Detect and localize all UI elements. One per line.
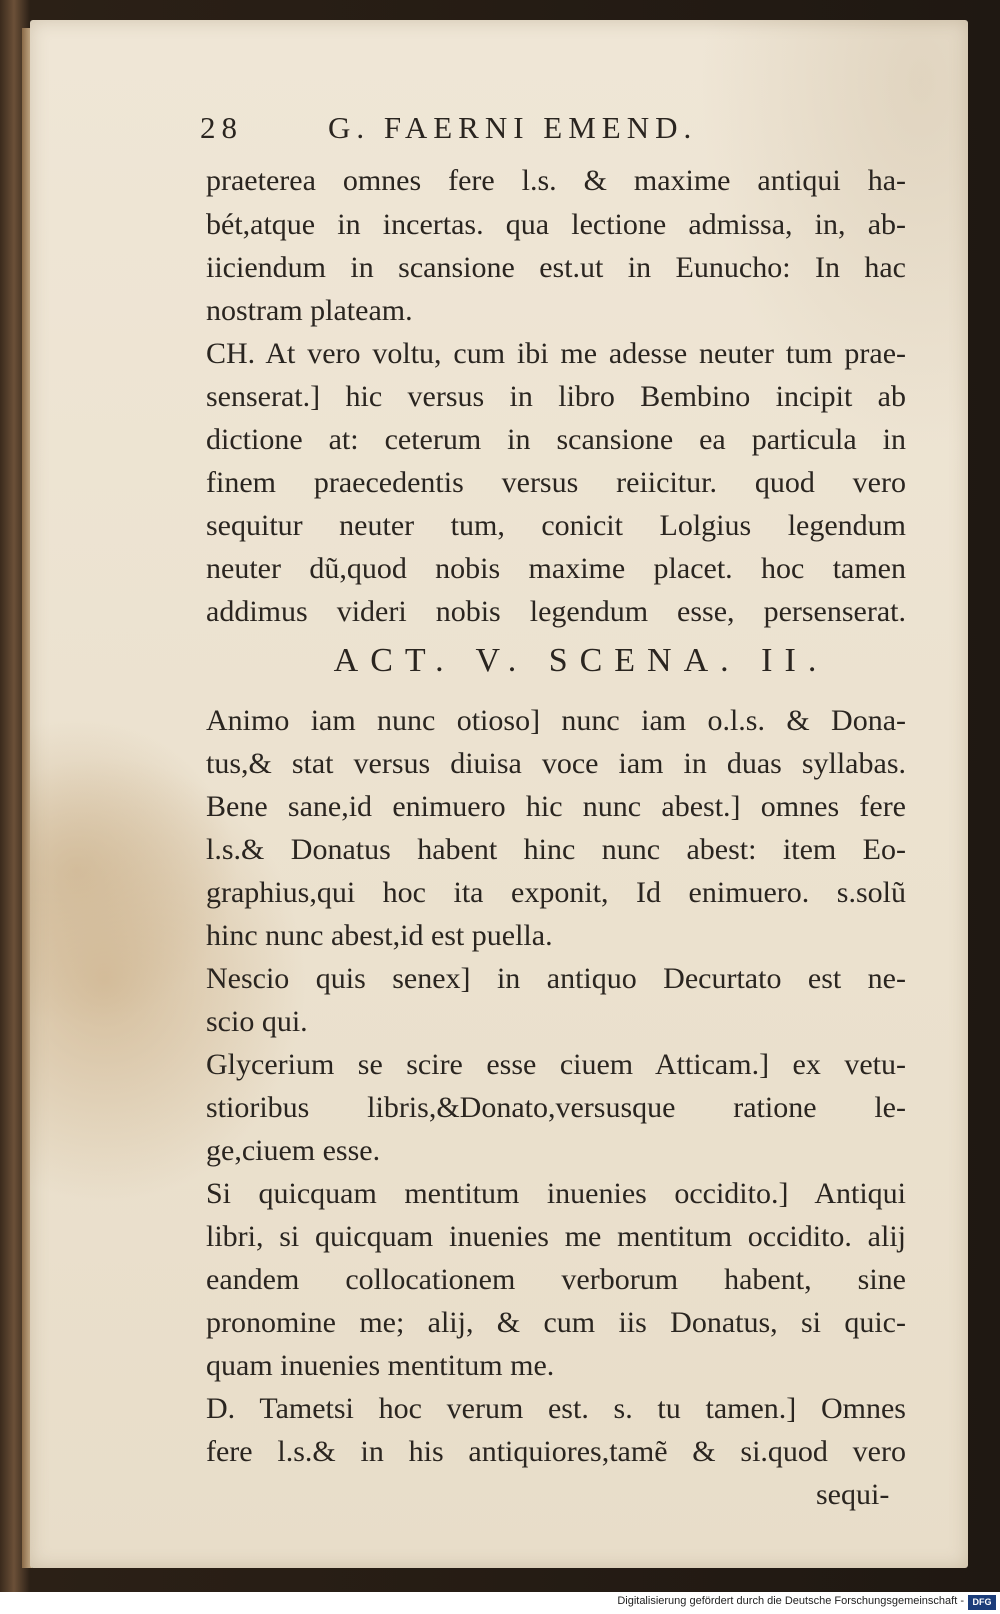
text-line: Si quicquam mentitum inuenies occidito.] Antiqui: [206, 1177, 906, 1210]
running-title: G. FAERNI EMEND.: [328, 110, 698, 145]
text-line: l.s.& Donatus habent hinc nunc abest: item Eo-: [206, 833, 906, 866]
text-line: D. Tametsi hoc verum est. s. tu tamen.] Omnes: [206, 1392, 906, 1425]
funding-notice: Digitalisierung gefördert durch die Deutsche Forschungsgemeinschaft -: [617, 1595, 964, 1607]
text-line: Bene sane,id enimuero hic nunc abest.] omnes fere: [206, 790, 906, 823]
text-line: iiciendum in scansione est.ut in Eunucho: In hac: [206, 251, 906, 284]
text-line: stioribus libris,&Donato,versusque ratione le-: [206, 1091, 906, 1124]
page-number: 28: [200, 110, 243, 145]
text-line: graphius,qui hoc ita exponit, Id enimuero. s.solũ: [206, 876, 906, 909]
catchword: sequi-: [816, 1478, 890, 1511]
text-line: scio qui.: [206, 1005, 308, 1038]
dfg-logo-icon: DFG: [968, 1595, 996, 1610]
text-line: sequitur neuter tum, conicit Lolgius legendum: [206, 509, 906, 542]
text-line: quam inuenies mentitum me.: [206, 1349, 555, 1382]
page-header: [200, 110, 800, 150]
footer-bar: [0, 1592, 1000, 1614]
text-line: eandem collocationem verborum habent, sine: [206, 1263, 906, 1296]
text-line: tus,& stat versus diuisa voce iam in duas syllabas.: [206, 747, 906, 780]
text-line: dictione at: ceterum in scansione ea particula in: [206, 423, 906, 456]
text-line: pronomine me; alij, & cum iis Donatus, si quic-: [206, 1306, 906, 1339]
text-line: finem praecedentis versus reiicitur. quod vero: [206, 466, 906, 499]
text-line: praeterea omnes fere l.s. & maxime antiqui ha-: [206, 164, 906, 197]
text-line: senserat.] hic versus in libro Bembino incipit ab: [206, 380, 906, 413]
text-line: CH. At vero voltu, cum ibi me adesse neuter tum prae-: [206, 337, 906, 370]
scene-title: ACT. V. SCENA. II.: [333, 642, 829, 679]
text-line: Nescio quis senex] in antiquo Decurtato est ne-: [206, 962, 906, 995]
text-line: ge,ciuem esse.: [206, 1134, 381, 1167]
text-line: nostram plateam.: [206, 294, 413, 327]
text-line: neuter dũ,quod nobis maxime placet. hoc tamen: [206, 552, 906, 585]
text-line: libri, si quicquam inuenies me mentitum occidito. alij: [206, 1220, 906, 1253]
text-line: hinc nunc abest,id est puella.: [206, 919, 553, 952]
text-line: fere l.s.& in his antiquiores,tamẽ & si.quod vero: [206, 1435, 906, 1468]
text-line: Animo iam nunc otioso] nunc iam o.l.s. & Dona-: [206, 704, 906, 737]
text-line: addimus videri nobis legendum esse, persenserat.: [206, 595, 906, 628]
text-line: Glycerium se scire esse ciuem Atticam.] ex vetu-: [206, 1048, 906, 1081]
text-line: bét,atque in incertas. qua lectione admissa, in, ab-: [206, 208, 906, 241]
